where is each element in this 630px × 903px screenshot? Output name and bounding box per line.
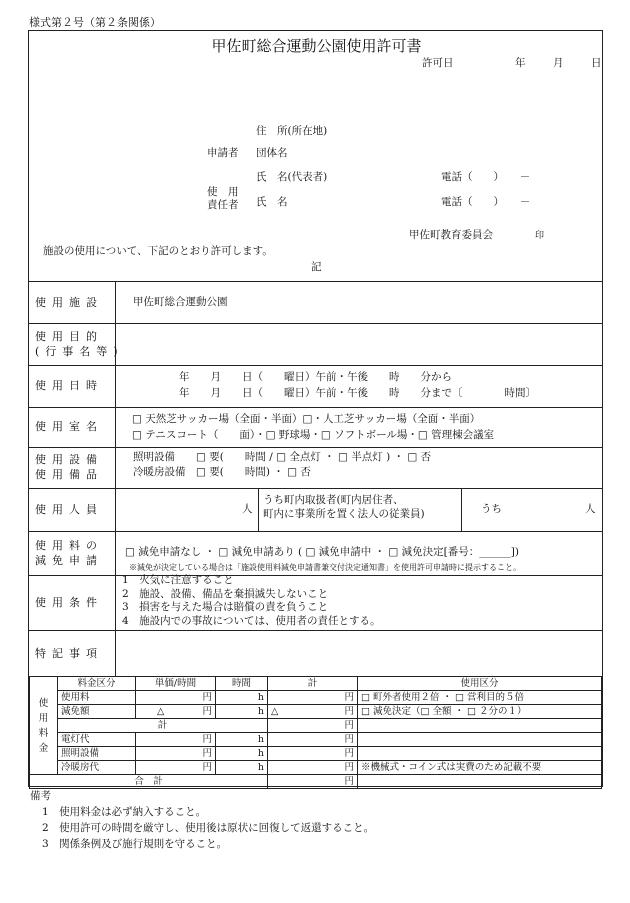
fee-total: 円: [268, 747, 358, 761]
permit-date-label: 許可日: [422, 57, 454, 69]
permit-month: 月: [553, 57, 564, 69]
fee-header: 使用区分: [358, 677, 602, 691]
fee-unit-price: 円: [136, 761, 216, 775]
exemption-options: □ 減免申請なし ・ □ 減免申請あり ( □ 減免申請中 ・ □ 減免決定[番号：______]): [125, 546, 519, 558]
fee-name: 電灯代: [58, 733, 136, 747]
minus-mark: △: [271, 706, 279, 717]
conditions-list: [122, 574, 380, 628]
fee-row: [30, 747, 602, 761]
fee-unit-price: 円: [136, 733, 216, 747]
people-unit: 人: [242, 503, 253, 515]
town-unit: 人: [585, 503, 596, 515]
responsible-label: 使 用 責任者: [207, 186, 239, 211]
fee-total: 円: [268, 733, 358, 747]
ki-mark: 記: [311, 261, 322, 273]
fee-unit-price: 円: [136, 747, 216, 761]
exemption-note: ※減免が決定している場合は「施設使用料減免申請書兼交付決定通知書」を使用許可申請時に提示すること。: [129, 563, 521, 572]
fee-hours: h: [216, 733, 268, 747]
label-datetime: 使用日時: [35, 379, 103, 392]
intro-text: 施設の使用について、下記のとおり許可します。: [43, 245, 273, 257]
fee-grand-total-label: 合 計: [30, 775, 268, 789]
notes: [30, 788, 375, 852]
notes-title: 備考: [30, 790, 51, 802]
fee-total: 円: [268, 691, 358, 705]
condition-item: 3 損害を与えた場合は賠償の責を負うこと: [122, 601, 329, 613]
fee-unit-price: 円: [136, 691, 216, 705]
equipment-line-1: 照明設備 □ 要( 時間 / □ 全点灯 ・ □ 半点灯 ) ・ □ 否: [133, 451, 432, 463]
fee-usage: [358, 733, 602, 747]
label-equipment: 使用設備 使用備品: [35, 453, 103, 481]
condition-item: 2 施設、設備、備品を棄損滅失しないこと: [122, 587, 329, 600]
fee-name: 使用料: [58, 691, 136, 705]
permit-form: [28, 30, 603, 787]
applicant-org: 団体名: [256, 147, 288, 159]
fee-row: [30, 691, 602, 705]
room-line-1: □ 天然芝サッカー場（全面・半面）□・人工芝サッカー場（全面・半面）: [132, 413, 481, 425]
applicant-phone: 電話（ ） －: [441, 171, 531, 183]
fee-name: 減免額: [58, 705, 136, 719]
label-room: 使用室名: [35, 420, 103, 433]
responsible-phone: 電話（ ） －: [441, 196, 531, 208]
fee-table: [29, 676, 602, 789]
fee-usage: [358, 719, 602, 733]
label-facility: 使用施設: [35, 296, 103, 309]
issuer: 甲佐町教育委員会: [409, 229, 493, 241]
datetime-to: 年 月 日（ 曜日）午前・午後 時 分まで〔 時間〕: [179, 387, 536, 399]
fee-row: [30, 719, 602, 733]
fee-row: [30, 705, 602, 719]
applicant-label: 申請者: [207, 147, 239, 159]
minus-mark: △: [157, 706, 165, 717]
fee-total: 円: [268, 761, 358, 775]
room-line-2: □ テニスコート（ 面）・□ 野球場・□ ソフトボール場・□ 管理棟会議室: [132, 429, 495, 441]
fee-row: [30, 733, 602, 747]
permit-year: 年: [515, 57, 526, 69]
fee-header: 単価/時間: [136, 677, 216, 691]
fee-name: 計: [58, 719, 268, 733]
fee-header: 時間: [216, 677, 268, 691]
label-conditions: 使用条件: [35, 596, 103, 609]
note-item: 1 使用料金は必ず納入すること。: [42, 806, 207, 818]
fee-unit-price: [136, 705, 216, 719]
fee-hours: h: [216, 691, 268, 705]
fee-header: 料金区分: [58, 677, 136, 691]
fee-header-row: [30, 677, 602, 691]
form-number: 様式第２号（第２条関係）: [29, 16, 161, 29]
responsible-name: 氏 名: [256, 196, 288, 208]
fee-name: 照明設備: [58, 747, 136, 761]
note-item: 2 使用許可の時間を厳守し、使用後は原状に回復して返還すること。: [42, 822, 375, 834]
applicant-name: 氏 名(代表者): [256, 171, 328, 183]
fee-header: 計: [268, 677, 358, 691]
fee-row: [30, 761, 602, 775]
town-uchi: うち: [481, 503, 502, 515]
label-special: 特記事項: [35, 647, 103, 660]
permit-day: 日: [591, 57, 602, 69]
fee-usage-empty: [358, 775, 602, 789]
fee-hours: h: [216, 705, 268, 719]
facility-value: 甲佐町総合運動公園: [133, 296, 228, 308]
fee-usage: [358, 747, 602, 761]
fee-usage: □ 町外者使用２倍 ・ □ 営利目的５倍: [358, 691, 602, 705]
fee-hours: h: [216, 761, 268, 775]
datetime-from: 年 月 日（ 曜日）午前・午後 時 分から: [179, 371, 452, 383]
equipment-line-2: 冷暖房設備 □ 要( 時間) ・ □ 否: [133, 466, 311, 478]
fee-grand-total: 円: [268, 775, 358, 789]
condition-item: 4 施設内での事故については、使用者の責任とする。: [122, 614, 381, 627]
fee-total-row: [30, 775, 602, 789]
town-handler-label: うち町内取扱者(町内居住者、 町内に事業所を置く法人の従業員): [263, 494, 425, 520]
applicant-address: 住 所(所在地): [256, 125, 328, 137]
yen-unit: 円: [344, 706, 354, 717]
label-purpose: 使用目的 (行事名等): [35, 330, 124, 358]
fee-name: 冷暖房代: [58, 761, 136, 775]
fee-usage: ※機械式・コイン式は実費のため記載不要: [358, 761, 602, 775]
label-people: 使用人員: [35, 503, 103, 516]
condition-item: 1 火気に注意すること: [122, 574, 234, 586]
seal-mark: 印: [535, 231, 545, 241]
label-exemption: 使用料の 減免申請: [35, 539, 103, 567]
fee-side-label: 使 用 料 金: [30, 677, 58, 775]
note-item: 3 関係条例及び施行規則を守ること。: [42, 838, 228, 850]
form-title: 甲佐町総合運動公園使用許可書: [211, 37, 422, 55]
fee-usage: □ 減免決定（□ 全額 ・ □ ２分の１）: [358, 705, 602, 719]
fee-total: [268, 705, 358, 719]
fee-total: 円: [268, 719, 358, 733]
yen-unit: 円: [202, 706, 212, 717]
fee-hours: h: [216, 747, 268, 761]
